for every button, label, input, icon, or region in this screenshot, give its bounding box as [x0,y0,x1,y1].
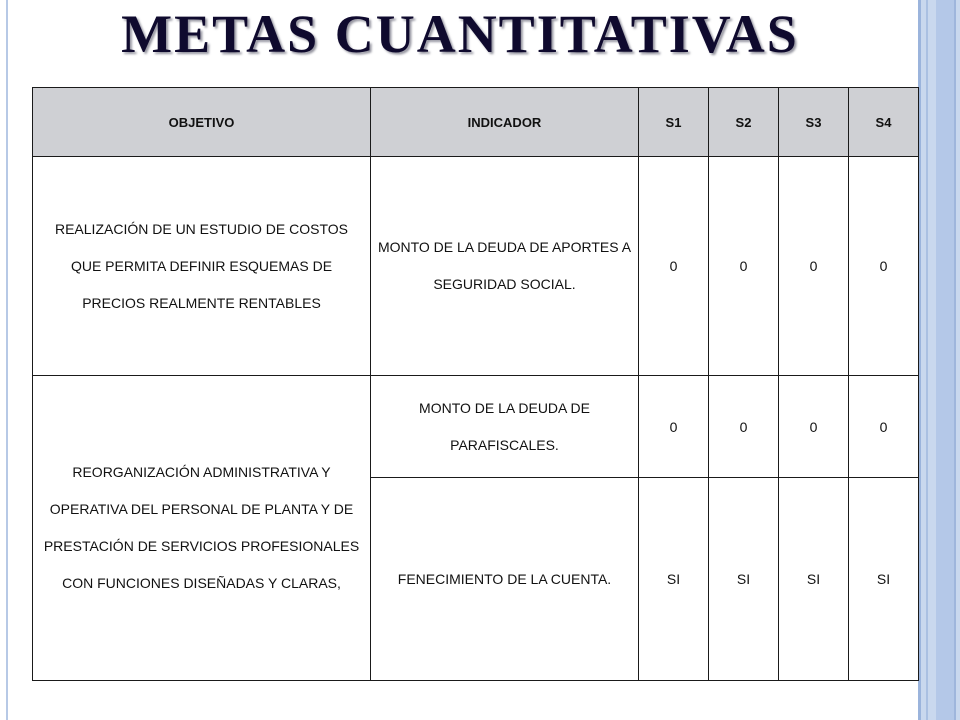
indicador-text: MONTO DE LA DEUDA DE APORTES A SEGURIDAD SOCIAL. [377,239,632,292]
table-row [33,157,919,376]
cell-s1: 0 [639,376,709,478]
side-stripe [936,0,954,720]
cell-s3: SI [779,478,849,681]
objetivo-text: REALIZACIÓN DE UN ESTUDIO DE COSTOS QUE PERMITA DEFINIR ESQUEMAS DE PRECIOS REALMENTE RENTABLES [54,220,348,311]
cell-s4: SI [849,478,919,681]
table-row [33,376,919,478]
cell-s3: 0 [779,157,849,376]
header-indicador: INDICADOR [371,88,639,157]
cell-s2: SI [709,478,779,681]
cell-s2: 0 [709,376,779,478]
table-header-row [33,88,919,157]
cell-objetivo [33,157,371,376]
indicador-text: MONTO DE LA DEUDA DE PARAFISCALES. [419,399,590,453]
side-stripe [926,0,928,720]
cell-objetivo [33,376,371,681]
header-s4: S4 [849,88,919,157]
cell-s1: SI [639,478,709,681]
cell-s2: 0 [709,157,779,376]
cell-s3: 0 [779,376,849,478]
cell-indicador [371,157,639,376]
indicador-text: FENECIMIENTO DE LA CUENTA. [397,571,612,587]
cell-s4: 0 [849,376,919,478]
cell-s4: 0 [849,157,919,376]
slide-title: METAS CUANTITATIVAS [121,4,799,64]
side-stripe [954,0,956,720]
slide-left-rule [6,0,8,720]
cell-indicador [371,478,639,681]
header-s2: S2 [709,88,779,157]
decorative-side-band [918,0,960,720]
metas-table [32,87,919,681]
objetivo-text: REORGANIZACIÓN ADMINISTRATIVA Y OPERATIVA DEL PERSONAL DE PLANTA Y DE PRESTACIÓN DE SERVICIOS PROFESIONALES CON FUNCIONES DISEÑADAS Y CLARAS, [43,464,360,591]
header-s1: S1 [639,88,709,157]
header-s3: S3 [779,88,849,157]
cell-s1: 0 [639,157,709,376]
header-objetivo: OBJETIVO [33,88,371,157]
cell-indicador [371,376,639,478]
